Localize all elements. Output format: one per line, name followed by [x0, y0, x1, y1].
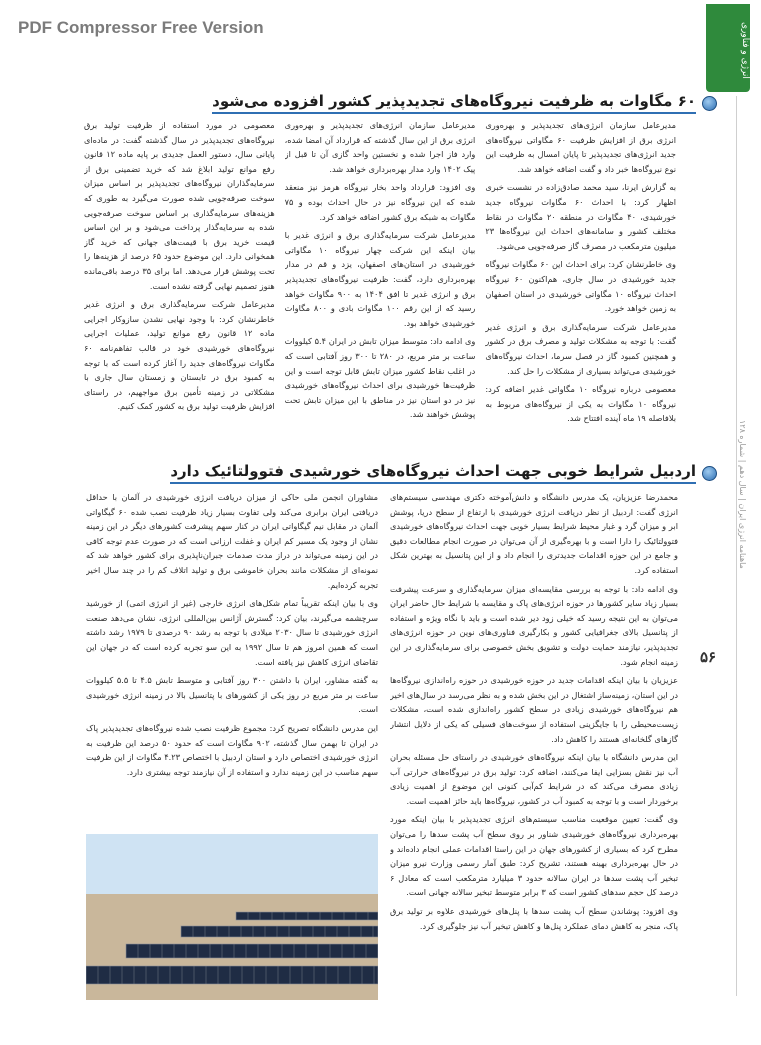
article1-column-left: [84, 118, 275, 450]
paragraph: مدیرعامل سازمان انرژی‌های تجدیدپذیر و بهره‌وری انرژی برق از افزایش ظرفیت ۶۰ مگاواتی نیروگاه‌های جدید انرژی‌های تجدیدپذیر تا پایان امسال به ظرفیت این نوع نیروگاه‌ها خبر داد و گفت اضافه خواهد شد.: [485, 120, 676, 174]
paragraph: وی با بیان اینکه تقریباً تمام شکل‌های انرژی خارجی (غیر از انرژی اتمی) از خورشید سرچشمه می‌گیرند، بیان کرد: گسترش آژانس بین‌المللی انرژی، نشان می‌دهد صنعت انرژی خورشیدی تا سال ۲۰۳۰ میلادی با توجه به رشد ۹۰ درصدی تا ۱۹۷۹ رشد داشته است که همین امروز هم تا سال ۱۹۹۲ به این سو تجربه کرده است که در جهان این تقاضای انرژی کاهش نیز یافته است.: [86, 598, 378, 667]
footer-meta: ماهنامه انرژی ایران | سال دهم | شماره ۱۲۸: [738, 420, 747, 569]
section-tab: [706, 4, 750, 92]
panel-row: [236, 912, 378, 920]
paragraph: وی افزود: پوشاندن سطح آب پشت سدها با پنل‌های خورشیدی علاوه بر تولید برق پاک، منجر به کاهش دمای عملکرد پنل‌ها و کاهش تبخیر آب نیز جلوگیری کرد.: [390, 906, 678, 931]
bullet-icon: [702, 96, 717, 111]
watermark: PDF Compressor Free Version: [18, 18, 264, 37]
paragraph: وی گفت: تعیین موقعیت مناسب سیستم‌های انرژی تجدیدپذیر با بیان اینکه مورد بهره‌برداری نیروگاه‌های خورشیدی شناور بر روی سطح آب پشت سدها را می‌توان مطرح کرد که بسیاری از کشورهای جهان در این راستا اقدامات عملی انجام داده‌اند و در حال بهره‌برداری بهینه هستند، تشریح کرد: طبق آمار رسمی وزارت نیرو میزان تبخیر آب پشت سدها در ایران سالانه حدود ۳ میلیارد مترمکعب است که معادل ۶ درصد کل حجم سدهای کشور است که ۳ برابر متوسط تبخیر سالانه جهانی است.: [390, 814, 678, 898]
paragraph: مدیرعامل سازمان انرژی‌های تجدیدپذیر و بهره‌وری انرژی برق از این سال گذشته که قرارداد آن امضا شده، وارد فاز اجرا شده و نخستین واحد گازی آن تا قبل از پیک ۱۴۰۲ وارد مدار بهره‌برداری خواهد شد.: [284, 120, 476, 174]
paragraph: مدیرعامل شرکت سرمایه‌گذاری برق و انرژی غدیر خاطرنشان کرد: با وجود نهایی نشدن سازوکار اجرایی ماده ۱۲ قانون رفع موانع تولید، عملیات اجرایی نیروگاه‌های خورشیدی خود در قالب تفاهم‌نامه ۶۰ مگاوات نیروگاه‌های جدید را آغاز کرده است که با توجه به کمبود برق در تابستان و زمستان سال جاری با مشکلاتی در زمینه تأمین برق مواجهیم، در راستای افزایش ظرفیت تولید برق به کشور کمک کنیم.: [83, 299, 275, 412]
section-tab-label: انرژی و فناوری: [740, 21, 750, 79]
article1-body: [84, 118, 676, 450]
paragraph: این مدرس دانشگاه تصریح کرد: مجموع ظرفیت نصب شده نیروگاه‌های تجدیدپذیر پاک در ایران تا بهمن سال گذشته، ۹۰۲ مگاوات است که حدود ۵۰ درصد این ظرفیت به انرژی خورشیدی اختصاص دارد و استان اردبیل با اختصاص ۴.۲۳ مگاوات از این ظرفیت سهم مناسب در این زمینه ندارد و استفاده از آن نیازمند توجه بیشتری دارد.: [86, 722, 378, 777]
paragraph: وی ادامه داد: متوسط میزان تابش در ایران ۵.۴ کیلووات ساعت بر متر مربع، در ۲۸۰ تا ۳۰۰ روز آفتابی است که در اغلب نقاط کشور میزان تابش قابل توجه است و این ظرفیت‌ها خورشیدی برای احداث نیروگاه‌های خورشیدی نیز در دو استان نیز در مناطق با این میزان تابش تحت پوشش خواهند شد.: [284, 336, 476, 420]
paragraph: معصومی در مورد استفاده از ظرفیت تولید برق نیروگاه‌های تجدیدپذیر در سال گذشته گفت: در ماده‌ای پایانی سال، دستور العمل جدیدی بر پایه ماده ۱۲ قانون رفع موانع تولید ابلاغ شد که خرید تضمینی برق از سرمایه‌گذاران نیروگاه‌های تجدیدپذیر بر اساس میزان سوخت صرفه‌جویی شده صورت می‌گیرد به طوری که هزینه‌های سرمایه‌گذاری بر اساس سوخت صرفه‌جویی شده به سرمایه‌گذار پرداخت می‌شود و بر این اساس قیمت خرید برق با قیمت‌های جهانی که خرید گاز همخوانی دارد. این موضوع حدود ۶۵ درصد از هزینه‌ها را تحت پوشش قرار می‌دهد. اما برای ۳۵ درصد باقی‌مانده هنوز تصمیم نهایی گرفته نشده است.: [83, 120, 275, 291]
article2-headline: اردبیل شرایط خوبی جهت احداث نیروگاه‌های خورشیدی فتوولتائیک دارد: [170, 462, 696, 484]
paragraph: مشاوران انجمن ملی حاکی از میزان دریافت انرژی خورشیدی در آلمان با حداقل دریافتی ایران برابری می‌کند ولی تفاوت بسیار زیاد ظرفیت نصب شده ۶۰ گیگاواتی آلمان در مقابل نیم گیگاواتی ایران در کنار سهم پیشرفت کشورهای دیگر در این زمینه نشان از وجود یک مسیر کم ایران و غفلت ارزانی است که در صورت عدم توجه کافی در این زمینه می‌تواند در دراز مدت صدمات جبران‌ناپذیری برای کشور خواهد شد که نمونه‌ای از مشکلات مانند بحران خاموشی برق و تولید اتلاف کم را در چند سال اخیر تجربه کرده‌ایم.: [86, 492, 378, 590]
paragraph: عزیزیان با بیان اینکه اقدامات جدید در حوزه خورشیدی در حوزه راه‌اندازی نیروگاه‌ها در این استان، زمینه‌ساز اشتغال در این بخش شده و به نظر می‌رسد در سال‌های اخیر هم نیروگاه‌های خورشیدی زیادی در سطح کشور راه‌اندازی شده است، مشکلات زیست‌محیطی را با جایگزینی استفاده از سوخت‌های فسیلی که یکی از دلایل انتشار گازهای گلخانه‌ای هستند را کاهش داد.: [390, 675, 678, 744]
article2-column-left: [86, 490, 378, 820]
article1-header: [212, 92, 717, 114]
article2-header: [170, 462, 717, 484]
article1-column-middle: [285, 118, 476, 450]
bullet-icon: [702, 466, 717, 481]
paragraph: وی خاطرنشان کرد: برای احداث این ۶۰ مگاوات نیروگاه جدید خورشیدی در سال جاری، هم‌اکنون ۶۰ نیروگاه احداث نیروگاه ۱۰ مگاواتی خورشیدی در استان اصفهان به زمین خواهد خورد.: [485, 259, 676, 314]
paragraph: محمدرضا عزیزیان، یک مدرس دانشگاه و دانش‌آموخته دکتری مهندسی سیستم‌های انرژی گفت: اردبیل از نظر دریافت انرژی خورشیدی با ارتفاع از سطح دریا، پوشش ابر و میزان گرد و غبار محیط شرایط بسیار خوبی جهت احداث نیروگاه‌های خورشیدی فتوولتائیک را دارا است و با بهره‌گیری از آن می‌توان در صورت انجام مطالعات دقیق و جامع در این حوزه اقدامات جدیدتری را انجام داد و از این پتانسیل به بهترین شکل استفاده کرد.: [390, 492, 678, 575]
paragraph: به گزارش ایرنا، سید محمد صادق‌زاده در نشست خبری اظهار کرد: با احداث ۶۰ مگاوات نیروگاه جدید خورشیدی، ۴۰ مگاوات در منطقه ۲۰ مگاوات در نقاط مختلف کشور و سامانه‌های احداث این نیروگاه‌ها ۲۳ میلیون مترمکعب در مصرف گاز صرفه‌جویی می‌شود.: [485, 182, 676, 251]
paragraph: مدیرعامل شرکت سرمایه‌گذاری برق و انرژی غدیر گفت: با توجه به مشکلات تولید و مصرف برق در کشور و همچنین کمبود گاز در فصل سرما، احداث نیروگاه‌های خورشیدی می‌تواند بسیاری از مشکلات را حل کند.: [485, 321, 676, 376]
solar-farm-photo: [86, 834, 378, 1000]
panel-row: [86, 966, 378, 984]
paragraph: مدیرعامل شرکت سرمایه‌گذاری برق و انرژی غدیر با بیان اینکه این شرکت چهار نیروگاه ۱۰ مگاواتی خورشیدی در استان‌های اصفهان، یزد و قم در مدار بهره‌برداری دارد، گفت: ظرفیت نیروگاه‌های تجدیدپذیر برق و انرژی غدیر تا افق ۱۴۰۴ به ۹۰۰ مگاوات خواهد رسید که از این رقم ۱۰۰ مگاوات بادی و ۸۰۰ مگاوات خورشیدی خواهد بود.: [284, 230, 476, 328]
article1-headline: ۶۰ مگاوات به ظرفیت نیروگاه‌های تجدیدپذیر کشور افزوده می‌شود: [212, 92, 696, 114]
paragraph: معصومی درباره نیروگاه ۱۰ مگاواتی غدیر اضافه کرد: نیروگاه ۱۰ مگاوات به یکی از نیروگاه‌های مربوط به بلافاصله ۱۹ ماه آینده افتتاح شد.: [485, 384, 676, 424]
page-number: ۵۶: [700, 649, 717, 666]
article1-column-right: [485, 118, 676, 450]
paragraph: وی افزود: قرارداد واحد بخار نیروگاه هرمز نیز منعقد شده که این نیروگاه نیز در حال احداث بوده و ۷۵ مگاوات به شبکه برق کشور اضافه خواهد کرد.: [284, 182, 476, 222]
paragraph: وی ادامه داد: با توجه به بررسی مقایسه‌ای میزان سرمایه‌گذاری و سرعت پیشرفت بسیار زیاد سایر کشورها در حوزه انرژی‌های پاک و مقایسه با شرایط حال حاضر ایران می‌توان به این نتیجه رسید که خیلی زود دیر شده است و باید با نگاه ویژه و استفاده از پتانسیل بالای جغرافیایی کشور و بکارگیری فناوری‌های نوین در حوزه انرژی‌های تجدیدپذیر، نیازمند حمایت دولت و تشویق بخش خصوصی برای سرمایه‌گذاری در این زمینه انجام شود.: [390, 583, 678, 667]
panel-row: [126, 944, 378, 958]
side-divider: [736, 96, 737, 996]
panel-row: [181, 926, 378, 937]
paragraph: این مدرس دانشگاه با بیان اینکه نیروگاه‌های خورشیدی در راستای حل مسئله بحران آب نیز نقش بسزایی ایفا می‌کنند، اضافه کرد: تولید برق در نیروگاه‌های حرارتی آب زیادی مصرف می‌کند که در شرایط کم‌آبی کنونی این موضوع از اهمیت زیادی برخوردار است و با توجه به کمبود آب در کشور، نیروگاه‌ها باید حائز اهمیت است.: [390, 752, 678, 806]
article2-column-right: [390, 490, 678, 950]
solar-farm-image: [86, 834, 378, 1000]
paragraph: به گفته مشاور، ایران با داشتن ۳۰۰ روز آفتابی و متوسط تابش ۴.۵ تا ۵.۵ کیلووات ساعت بر متر مربع در روز یکی از کشورهای با پتانسیل بالا در زمینه انرژی خورشیدی است.: [86, 675, 378, 715]
